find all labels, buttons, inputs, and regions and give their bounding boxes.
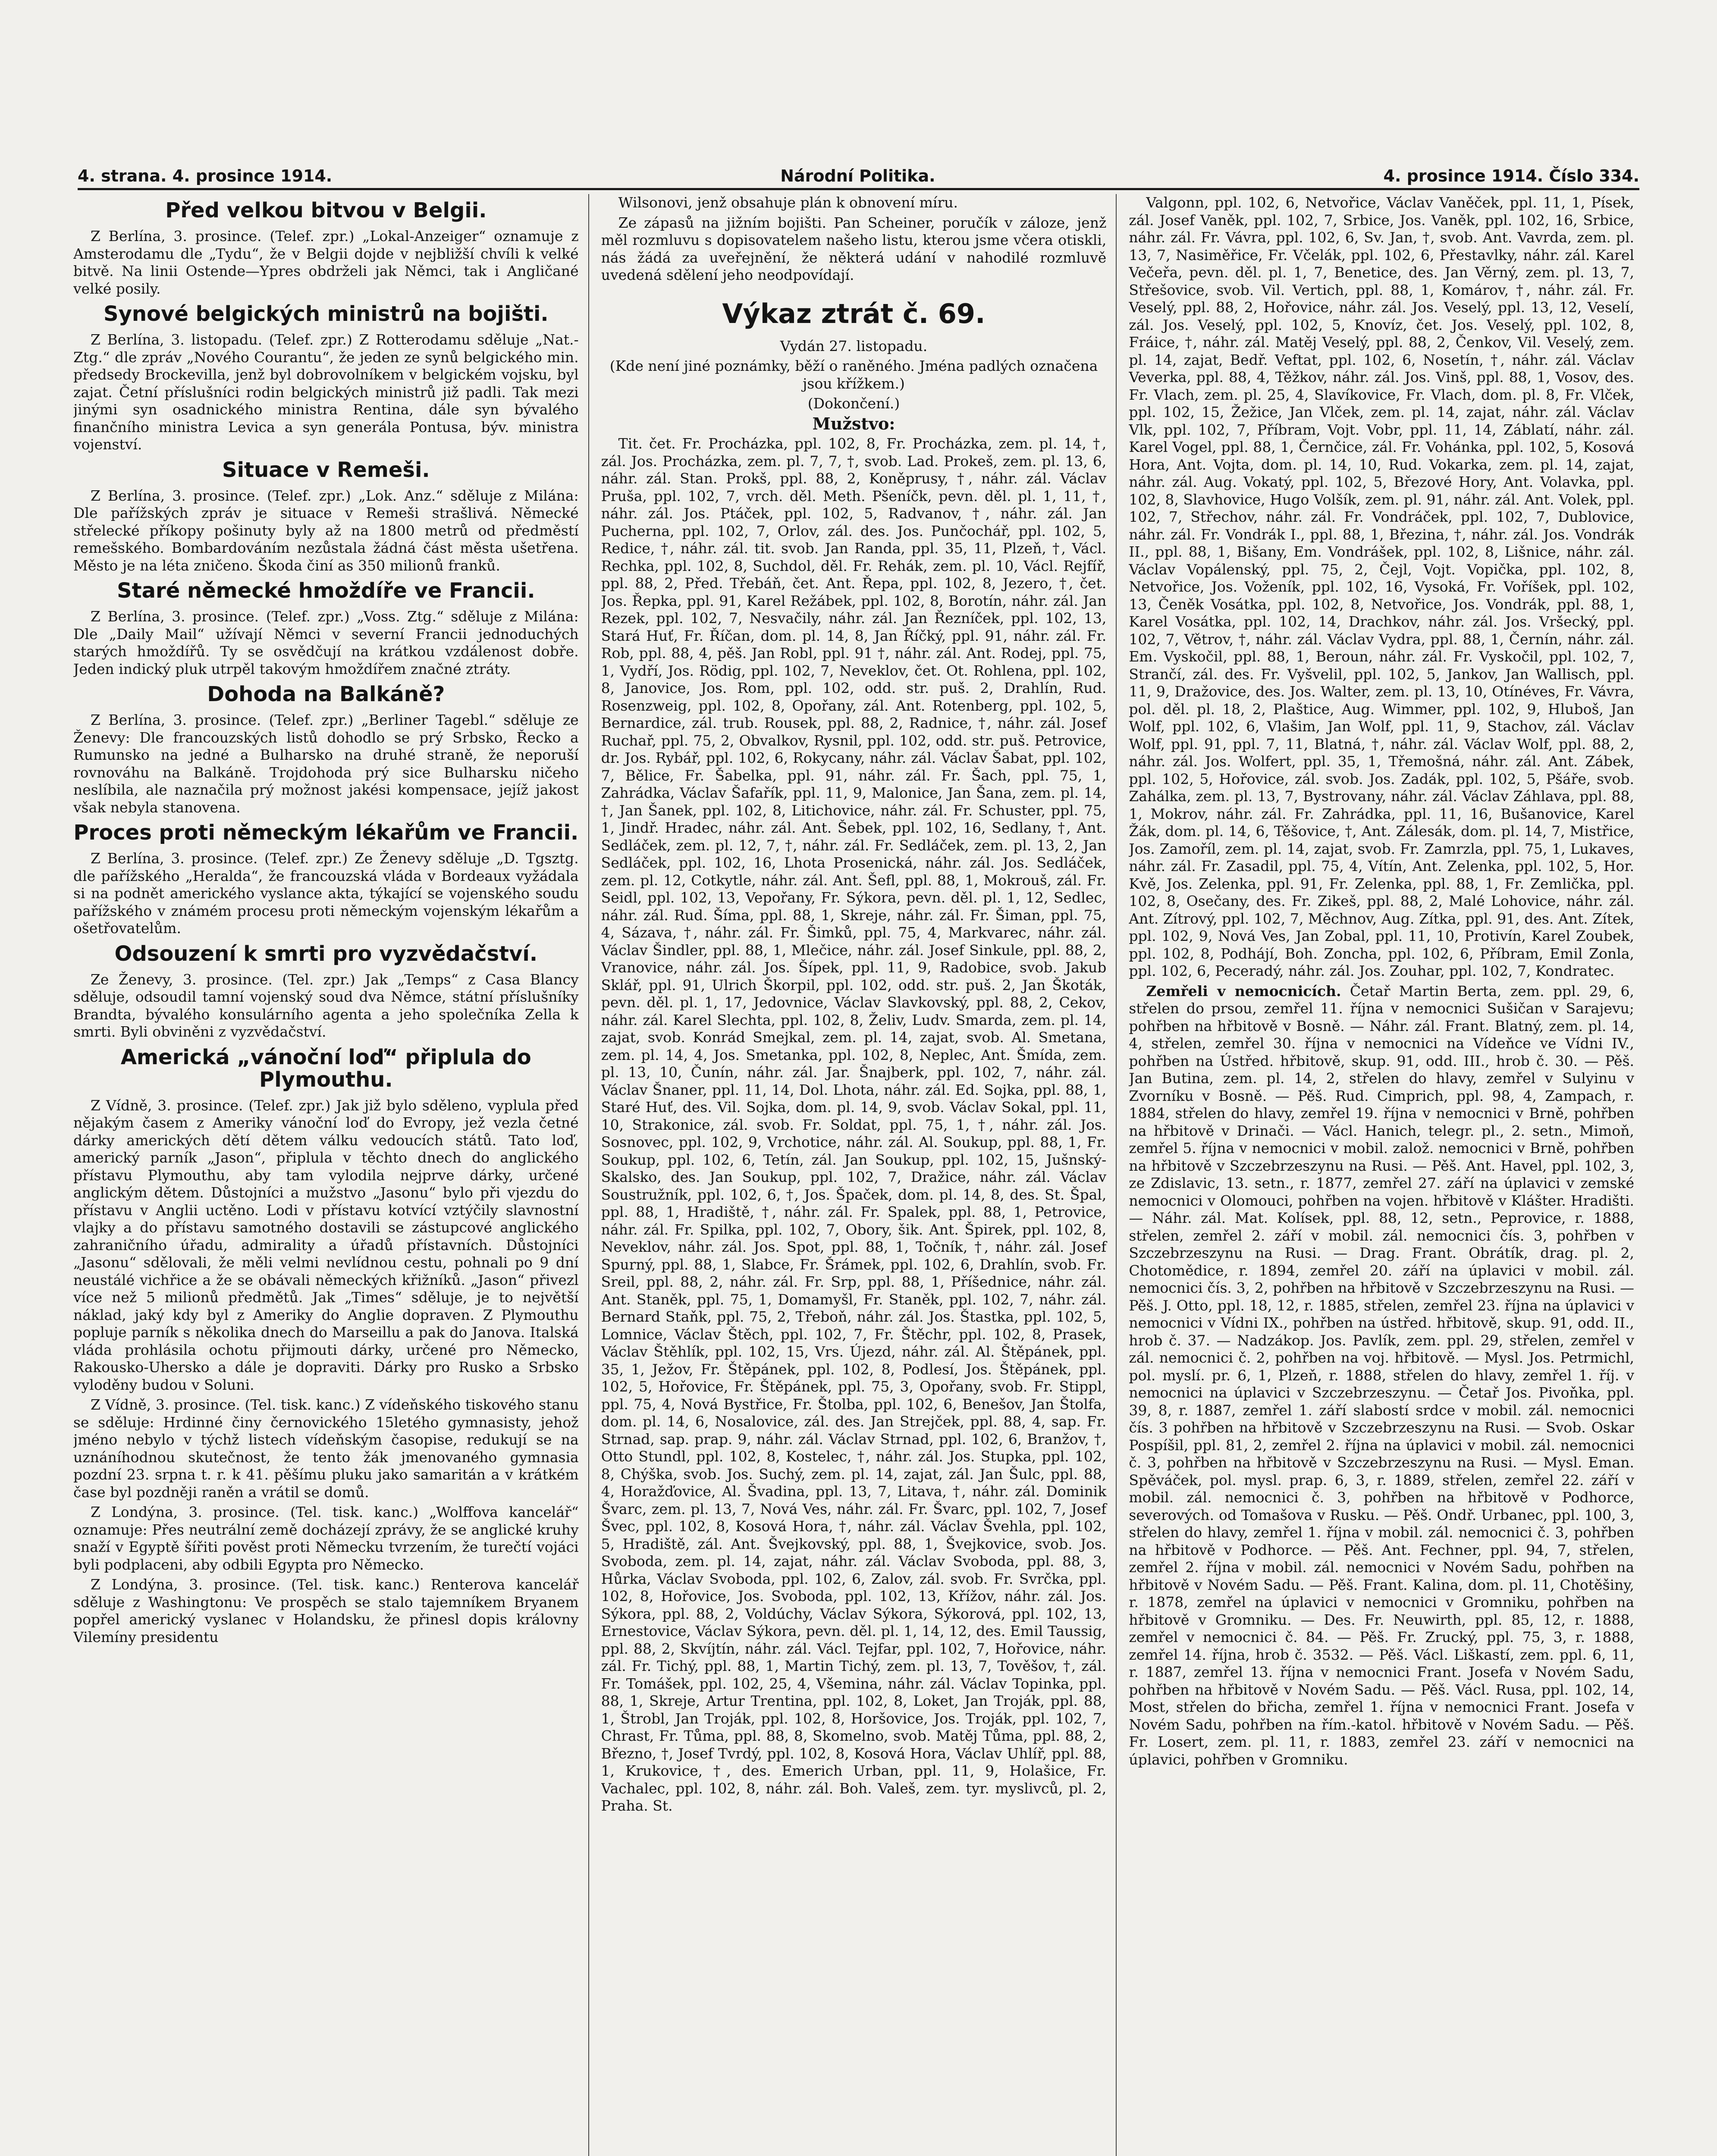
article-wilson: Wilsonovi, jenž obsahuje plán k obnovení míru. (618, 194, 958, 211)
article-columns (73, 194, 1644, 2156)
hospital-deaths-text: Četař Martin Berta, zem. ppl. 29, 6, střelen do prsou, zemřel 11. října v nemocnici Sušičan v Sarajevu; pohřben na hřbitově v Bosně. — Náhr. zál. Frant. Blatný, zem. pl. 14, 4, střelen, zemřel 30. října v nemocnici na Vídeňce ve Vídni IV., pohřben na Ústřed. hřbitově, skup. 91, odd. III., hrob č. 30. — Pěš. Jan Butina, zem. pl. 14, 2, střelen do hlavy, zemřel v Sulyinu v Zvorníku v Bosně. — Pěš. Rud. Cimprich, ppl. 98, 4, Zampach, r. 1884, střelen do hlavy, zemřel 19. října v nemocnici v Brně, pohřben na hřbitově v Drinači. — Václ. Hanich, telegr. pl., 2. setn., Mimoň, zemřel 5. října v nemocnici v mobil. založ. nemocnici v Brně, pohřben na hřbitově v Szczebrzeszynu na Rusi. — Pěš. Ant. Havel, ppl. 102, 3, ze Zdislavic, 13. setn., r. 1877, zemřel 27. září na úplavici v zemské nemocnici v Olomouci, pohřben na vojen. hřbitově v Klášter. Hradišti. — Náhr. zál. Mat. Kolísek, ppl. 88, 12, setn., Peprovice, r. 1888, střelen, zemřel 2. září v mobil. zál. nemocnici čís. 3, pohřben v Szczebrzeszynu na Rusi. — Drag. Frant. Obrátík, drag. pl. 2, Chotomědice, r. 1894, zemřel 20. září na úplavici v mobil. zál. nemocnici čís. 3, 2, pohřben na hřbitově v Szczebrzeszynu na Rusi. — Pěš. J. Otto, ppl. 18, 12, r. 1885, střelen, zemřel 23. října na úplavici v nemocnici v Vídni IX., pohřben na ústřed. hřbitově, skup. 91, odd. II., hrob č. 37. — Nadzákop. Jos. Pavlík, zem. ppl. 29, střelen, zemřel v zál. nemocnici č. 2, pohřben na voj. hřbitově. — Mysl. Jos. Petrmichl, pol. myslí. pr. 6, 1, Plzeň, r. 1888, střelen do hlavy, zemřel 1. říj. v nemocnici na úplavici v Szczebrzeszynu. — Četař Jos. Pivoňka, ppl. 39, 8, r. 1887, zemřel 1. září slabostí srdce v mobil. zál. nemocnici čís. 3 pohřben na hřbitově v Szczebrzeszynu na Rusi. — Svob. Oskar Pospíšil, ppl. 81, 2, zemřel 2. října na úplavici v mobil. zál. nemocnici č. 3, pohřben na hřbitově v Szczebrzeszynu na Rusi. — Mysl. Eman. Spěváček, pol. mysl. prap. 6, 3, r. 1889, střelen, zemřel 22. září v mobil. zál. nemocnici č. 3, pohřben na hřbitově v Podhorce, severových. od Tomašova v Rusku. — Pěš. Ondř. Urbanec, ppl. 100, 3, střelen do hlavy, zemřel 1. října v mobil. zál. nemocnici č. 3, pohřben na hřbitově v Podhorce. — Pěš. Ant. Fechner, ppl. 94, 7, střelen, zemřel 2. října v mobil. zál. nemocnici v Novém Sadu, pohřben na hřbitově v Novém Sadu. — Pěš. Frant. Kalina, dom. pl. 11, Chotěšiny, r. 1878, zemřel na úplavici v nemocnici v Gromniku, pohřben na hřbitově v Gromniku. — Des. Fr. Neuwirth, ppl. 85, 12, r. 1888, zemřel v nemocnici č. 84. — Pěš. Fr. Zrucký, ppl. 75, 3, r. 1888, zemřel 14. října, hrob č. 3532. — Pěš. Václ. Liškastí, zem. ppl. 6, 11, r. 1887, zemřel 13. října v nemocnici Frant. Josefa v Novém Sadu, pohřben na hřbitově v Novém Sadu. — Pěš. Václ. Rusa, ppl. 102, 14, Most, střelen do břicha, zemřel 1. října v nemocnici Frant. Josefa v Novém Sadu, pohřben na řím.-katol. hřbitově v Novém Sadu. — Pěš. Fr. Losert, zem. pl. 11, r. 1883, zemřel 23. září v nemocnici na úplavici, pohřben v Gromniku. (1129, 982, 1635, 1768)
issue-date-number: 4. prosince 1914. Číslo 334. (1383, 166, 1639, 185)
headline-reims: Situace v Remeši. (222, 458, 430, 482)
continued-label: (Dokončení.) (807, 395, 900, 412)
article-balkans: Z Berlína, 3. prosince. (Telef. zpr.) „Berliner Tagebl.“ sděluje ze Ženevy: Dle francouzských listů dohodlo se prý Srbsko, Řecko a Rumunsko na jedné a Bulharsko na druhé straně, že neporuší rovnováhu na Balkáně. Trojdohoda prý sice Bulharsku ničeho neslíbila, ale naznačila prý možnost jakési kompensace, jejíž jakost však nebyla stanovena. (73, 711, 579, 816)
casualty-list-continued: Valgonn, ppl. 102, 6, Netvořice, Václav Vaněček, ppl. 11, 1, Písek, zál. Josef Vaněk, ppl. 102, 7, Srbice, Jos. Vaněk, ppl. 102, 16, Srbice, náhr. zál. Fr. Vávra, ppl. 102, 6, Sv. Jan, †, svob. Ant. Vavrda, zem. pl. 13, 7, Nasiměřice, Fr. Včelák, ppl. 102, 6, Přestavlky, náhr. zál. Karel Večeřa, pevn. děl. pl. 1, 7, Benetice, des. Jan Věrný, zem. pl. 13, 7, Střešovice, svob. Vil. Vertich, ppl. 88, 1, Komárov, †, náhr. zál. Fr. Veselý, ppl. 88, 2, Hořovice, náhr. zál. Jos. Veselý, ppl. 13, 12, Veselí, zál. Jos. Veselý, ppl. 102, 5, Knovíz, čet. Jos. Veselý, ppl. 102, 8, Fráice, †, náhr. zál. Matěj Veselý, ppl. 88, 2, Čenkov, Vil. Veselý, zem. pl. 14, zajat, Bedř. Veftat, ppl. 102, 6, Nosetín, †, náhr. zál. Václav Veverka, ppl. 88, 4, Těžkov, náhr. zál. Jos. Vinš, ppl. 88, 1, Vosov, des. Fr. Vlach, zem. pl. 25, 4, Slavíkovice, Fr. Vlach, dom. pl. 8, Fr. Vlček, ppl. 102, 15, Žežice, Jan Vlček, zem. pl. 14, zajat, náhr. zál. Václav Vlk, ppl. 102, 7, Příbram, Vojt. Vobr, ppl. 11, 14, Záblatí, náhr. zál. Karel Vogel, ppl. 88, 1, Černčice, zál. Fr. Vohánka, ppl. 102, 5, Kosová Hora, Ant. Vojta, dom. pl. 14, 10, Rud. Vokarka, zem. pl. 14, zajat, náhr. zál. Aug. Vokatý, ppl. 102, 5, Březové Hory, Ant. Volavka, ppl. 102, 8, Slavhovice, Hugo Volšík, zem. pl. 91, náhr. zál. Ant. Volek, ppl. 102, 7, Střechov, náhr. zál. Fr. Vondráček, ppl. 102, 7, Dublovice, náhr. zál. Fr. Vondrák I., ppl. 88, 1, Březina, †, náhr. zál. Jos. Vondrák II., ppl. 88, 1, Bišany, Em. Vondrášek, ppl. 102, 8, Lišnice, náhr. zál. Václav Vopálenský, ppl. 75, 2, Čejl, Vojt. Vopička, ppl. 102, 8, Netvořice, Jos. Voženík, ppl. 102, 16, Vysoká, Fr. Voříšek, ppl. 102, 13, Čeněk Vosátka, ppl. 102, 8, Netvořice, Jos. Vondrák, ppl. 88, 1, Karel Vosátka, ppl. 102, 14, Drachkov, náhr. zál. Jos. Vršecký, ppl. 102, 7, Větrov, †, náhr. zál. Václav Vydra, ppl. 88, 1, Černín, náhr. zál. Em. Vyskočil, ppl. 88, 1, Beroun, náhr. zál. Fr. Vyskočil, ppl. 102, 7, Strančí, zál. des. Fr. Vyšvelil, ppl. 102, 5, Jankov, Jan Wallisch, ppl. 11, 9, Dražovice, des. Jos. Walter, zem. pl. 13, 10, Otínéves, Fr. Vávra, pol. děl. pl. 18, 2, Plaštice, Aug. Wimmer, ppl. 102, 9, Hluboš, Jan Wolf, ppl. 102, 6, Vlašim, Jan Wolf, ppl. 11, 9, Stachov, zál. Václav Wolf, ppl. 91, ppl. 7, 11, Blatná, †, náhr. zál. Václav Wolf, ppl. 88, 2, náhr. zál. Jos. Wolfert, ppl. 35, 1, Třemošná, náhr. zál. Ant. Zábek, ppl. 102, 5, Hořovice, zál. svob. Jos. Zadák, ppl. 102, 5, Pšáře, svob. Zahálka, zem. pl. 13, 7, Bystrovany, náhr. zál. Václav Záhlava, ppl. 88, 1, Mokrov, náhr. zál. Fr. Zahrádka, ppl. 11, 16, Bušanovice, Karel Žák, dom. pl. 14, 6, Těšovice, †, Ant. Zálesák, dom. pl. 14, 7, Mistřice, Jos. Zamoříl, zem. pl. 14, zajat, svob. Fr. Zamrzla, ppl. 75, 1, Lukaves, náhr. zál. Fr. Zasadil, ppl. 75, 4, Vítín, Ant. Zelenka, ppl. 102, 5, Hor. Kvě, Jos. Zelenka, ppl. 91, Fr. Zelenka, ppl. 88, 1, Fr. Zemlička, ppl. 102, 8, Osečany, des. Fr. Zikeš, ppl. 88, 2, Malé Lohovice, náhr. zál. Ant. Zítrový, ppl. 102, 7, Měchnov, Aug. Zítka, ppl. 91, des. Ant. Zítek, ppl. 102, 9, Nová Ves, Jan Zobal, ppl. 11, 10, Protivín, Karel Zoubek, ppl. 102, 8, Podhájí, Boh. Zoncha, ppl. 102, 6, Příbram, Emil Zonla, ppl. 102, 6, Peceradý, náhr. zál. Jos. Zouhar, ppl. 102, 7, Kondratec. (1129, 194, 1635, 979)
page-header (78, 160, 1639, 190)
hospital-deaths-heading: Zemřeli v nemocnicích. (1146, 982, 1341, 1000)
headline-belgian-ministers: Synové belgických ministrů na bojišti. (104, 302, 549, 326)
article-egypt: Z Londýna, 3. prosince. (Tel. tisk. kanc.) „Wolffova kancelář“ oznamuje: Přes neutrální země docházejí zprávy, že se anglické kruhy snaží v Egyptě šířiti pověst proti Německu tvrzením, že turečtí vojáci byli podplaceni, aby odbili Egypta pro Německo. (73, 1504, 579, 1573)
hospital-deaths (1129, 983, 1634, 1769)
headline-balkans: Dohoda na Balkáně? (207, 682, 445, 706)
subheading-troops: Mužstvo: (812, 414, 895, 433)
headline-christmas-ship: Americká „vánoční loď“ připlula do Plymouthu. (120, 1045, 531, 1092)
article-doctors-trial: Z Berlína, 3. prosince. (Telef. zpr.) Ze Ženevy sděluje „D. Tgsztg. dle pařížského „Heralda“, že francouzská vláda v Bordeaux vyžádala si na podnět amerického vyslance akta, týkající se vojenského soudu pařížského v známém procesu proti německým vojenským lékařům a ošetřovatelům. (73, 850, 579, 937)
headline-espionage: Odsouzení k smrti pro vyzvědačství. (114, 941, 538, 966)
article-mortars: Z Berlína, 3. prosince. (Telef. zpr.) „Voss. Ztg.“ sděluje z Milána: Dle „Daily Mail“ užívají Němci v severní Francii jednoduchých starých hmoždířů. Ty se osvědčují na krátkou vzdálenost dobře. Jeden indický pluk utrpěl takovým hmoždířem značné ztráty. (73, 608, 579, 677)
column-2 (601, 194, 1117, 2156)
article-southern-front: Ze zápasů na jižním bojišti. Pan Scheiner, poručík v záloze, jenž měl rozmluvu s dopisovatelem našeho listu, kterou jsme včera otiskli, nás žádá za uveřejnění, že některá udání v nahodilé rozmluvě uvedená sdělení jeho neodpovídají. (601, 214, 1107, 283)
article-christmas-ship: Z Vídně, 3. prosince. (Telef. zpr.) Jak již bylo sděleno, vyplula před nějakým časem z Ameriky vánoční loď do Evropy, jež vezla četné dárky amerických dětí dětem válku vedoucích států. Tato loď, americký parník „Jason“, připlula v těchto dnech do anglického přístavu Plymouthu, aby tam vylodila nejprve dárky, určené anglickým dětem. Důstojníci a mužstvo „Jasonu“ bylo při vjezdu do přístavu v Anglii uctěno. Lodi v přístavu kotvící vztýčily slavnostní vlajky a do přístavu samotného dostavili se zástupcové anglického zahraničního úřadu, admirality a úřadů přístavních. Důstojníci „Jasonu“ sdělovali, že měli velmi nevlídnou cestu, pohnali po 9 dní neustálé vichřice a že se obávali německých křižníků. „Jason“ přivezl více než 5 milionů předmětů. Jak „Times“ sděluje, je to největší náklad, jaký kdy byl z Ameriky do Anglie dopraven. Z Plymouthu popluje parník s několika dnech do Marseillu a pak do Janova. Italská vláda prohlásila ochotu přijmouti dárky, určené pro Německo, Rakousko-Uhersko a dále je dopraviti. Dárky pro Rusko a Srbsko vyloděny budou v Soluni. (73, 1097, 579, 1393)
issued-date: Vydán 27. listopadu. (780, 337, 928, 354)
article-student: Z Vídně, 3. prosince. (Tel. tisk. kanc.) Z vídeňského tiskového stanu se sděluje: Hrdinné činy černovického 15letého gymnasisty, jehož jméno nebylo v týchž listech vídeňským časopise, redukují se na uznáníhodnou skutečnost, že tento žák jmenovaného gymnasia pozdní 23. srpna t. r. k 41. pěšímu pluku jako samaritán a v krátkém čase byl pozdněji raněn a vrátil se domů. (73, 1396, 579, 1501)
article-belgian-ministers: Z Berlína, 3. listopadu. (Telef. zpr.) Z Rotterodamu sděluje „Nat.-Ztg.“ dle zpráv „Nového Courantu“, že jeden ze synů belgického min. předsedy Brockevilla, jenž byl dobrovolníkem v belgickém vojsku, byl zajat. Četní příslušníci rodin belgických ministrů již padli. Tak mezi jinými syn osadnického ministra Rentina, dále syn bývalého finančního ministra Levica a syn generála Pontusa, býv. ministra vojenství. (73, 331, 579, 453)
list-note: (Kde není jiné poznámky, běží o raněného. Jména padlých označena jsou křížkem.) (609, 357, 1098, 392)
page-number-date: 4. strana. 4. prosince 1914. (78, 166, 333, 185)
column-3 (1129, 194, 1644, 2156)
article-espionage: Ze Ženevy, 3. prosince. (Tel. zpr.) Jak „Temps“ z Casa Blancy sděluje, odsoudil tamní vojenský soud dva Němce, státní příslušníky Brandta, bývalého konsulárního agenta a jeho společníka Zella k smrti. Byli obviněni z vyzvědačství. (73, 971, 579, 1040)
newspaper-title: Národní Politika. (780, 166, 935, 185)
headline-casualty-list: Výkaz ztrát č. 69. (722, 298, 986, 329)
casualty-list-text: Tit. čet. Fr. Procházka, ppl. 102, 8, Fr. Procházka, zem. pl. 14, †, zál. Jos. Procházka, zem. pl. 7, 7, †, svob. Lad. Prokeš, zem. pl. 13, 6, náhr. zál. Stan. Prokš, ppl. 88, 2, Koněprusy, †, náhr. zál. Václav Pruša, ppl. 102, 7, vrch. děl. Meth. Pšeníčk, pevn. děl. pl. 1, 11, †, náhr. zál. Jos. Ptáček, ppl. 102, 5, Radvanov, †, náhr. zál. Jan Pucherna, ppl. 102, 7, Orlov, zál. des. Jos. Punčochář, ppl. 102, 5, Redice, †, náhr. zál. tit. svob. Jan Randa, ppl. 35, 11, Plzeň, †, Václ. Rechka, ppl. 102, 8, Suchdol, děl. Fr. Rehák, zem. pl. 10, Václ. Rejfíř, ppl. 88, 2, Před. Třebáň, čet. Ant. Řepa, ppl. 102, 8, Jezero, †, čet. Jos. Řepka, ppl. 91, Karel Režábek, ppl. 102, 8, Borotín, náhr. zál. Jan Rezek, ppl. 102, 7, Nesvačily, náhr. zál. Jan Řezníček, ppl. 102, 13, Stará Huť, Fr. Říčan, dom. pl. 14, 8, Jan Říčký, ppl. 91, náhr. zál. Fr. Rob, ppl. 88, 4, pěš. Jan Robl, ppl. 91 †, náhr. zál. Ant. Rodej, ppl. 75, 1, Vydří, Jos. Rödig, ppl. 102, 7, Neveklov, čet. Ot. Rohlena, ppl. 102, 8, Janovice, Jos. Rom, ppl. 102, odd. str. puš. 2, Drahlín, Rud. Rosenzweig, ppl. 102, 8, Opořany, zál. Ant. Rotenberg, ppl. 102, 5, Bernardice, zál. trub. Rousek, ppl. 88, 2, Radnice, †, náhr. zál. Josef Ruchař, ppl. 75, 2, Obvalkov, Rysnil, ppl. 102, odd. str. puš. Petrovice, dr. Jos. Rybář, ppl. 102, 6, Rokycany, náhr. zál. Václav Šabat, ppl. 102, 7, Bělice, Fr. Šabelka, ppl. 91, náhr. zál. Fr. Šach, ppl. 75, 1, Zahrádka, Václav Šafařík, ppl. 11, 9, Malonice, Jan Šana, zem. pl. 14, †, Jan Šanek, ppl. 102, 8, Litichovice, náhr. zál. Fr. Schuster, ppl. 75, 1, Jindř. Hradec, náhr. zál. Ant. Šebek, ppl. 102, 16, Sedlany, †, Ant. Sedláček, zem. pl. 12, 7, †, náhr. zál. Fr. Sedláček, zem. pl. 13, 2, Jan Sedláček, ppl. 102, 16, Lhota Prosenická, náhr. zál. Jos. Sedláček, zem. pl. 12, Cotkytle, náhr. zál. Ant. Šefl, ppl. 88, 1, Mokrouš, zál. Fr. Seidl, ppl. 102, 13, Vepořany, Fr. Sýkora, pevn. děl. pl. 1, 12, Sedlec, náhr. zál. Rud. Šíma, ppl. 88, 1, Skreje, náhr. zál. Fr. Šiman, ppl. 75, 4, Sázava, †, náhr. zál. Fr. Šimků, ppl. 75, 4, Markvarec, náhr. zál. Václav Šindler, ppl. 88, 1, Mlečice, náhr. zál. Josef Sinkule, ppl. 88, 2, Vranovice, náhr. zál. Jos. Šípek, ppl. 11, 9, Radobice, svob. Jakub Sklář, ppl. 91, Ulrich Škorpil, ppl. 102, odd. str. puš. 2, Jan Škoták, pevn. děl. pl. 1, 17, Jedovnice, Václav Slavkovský, ppl. 88, 2, Cekov, náhr. zál. Karel Slechta, ppl. 102, 8, Želiv, Ludv. Smarda, zem. pl. 14, zajat, svob. Konrád Smejkal, zem. pl. 14, zajat, svob. Al. Smetana, zem. pl. 14, 4, Jos. Smetanka, ppl. 102, 8, Neplec, Ant. Šmída, zem. pl. 13, 10, Čunín, náhr. zál. Jar. Šnajberk, ppl. 102, 7, náhr. zál. Václav Šnaner, ppl. 11, 14, Dol. Lhota, náhr. zál. Ed. Sojka, ppl. 88, 1, Staré Huť, des. Vil. Sojka, dom. pl. 14, 9, svob. Václav Sokal, ppl. 11, 10, Strakonice, zál. svob. Fr. Soldat, ppl. 75, 1, †, náhr. zál. Jos. Sosnovec, ppl. 102, 9, Vrchotice, náhr. zál. Al. Soukup, ppl. 88, 1, Fr. Soukup, ppl. 102, 6, Tetín, zál. Jan Soukup, ppl. 102, 15, Jušnský-Skalsko, des. Jan Soukup, ppl. 102, 7, Dražice, náhr. zál. Václav Soustružník, ppl. 102, 6, †, Jos. Špaček, dom. pl. 14, 8, des. St. Špal, ppl. 88, 1, Hradiště, †, náhr. zál. Fr. Spalek, ppl. 88, 1, Petrovice, náhr. zál. Fr. Spilka, ppl. 102, 7, Obory, šik. Ant. Špirek, ppl. 102, 8, Neveklov, náhr. zál. Jos. Spot, ppl. 88, 1, Točník, †, náhr. zál. Josef Spurný, ppl. 88, 1, Slabce, Fr. Šrámek, ppl. 102, 6, Drahlín, svob. Fr. Sreil, ppl. 88, 2, náhr. zál. Fr. Srp, ppl. 88, 1, Příšednice, náhr. zál. Ant. Staněk, ppl. 75, 1, Domamyšl, Fr. Staněk, ppl. 102, 7, náhr. zál. Bernard Staňk, ppl. 75, 2, Třeboň, náhr. zál. Jos. Štastka, ppl. 102, 5, Lomnice, Václav Štěch, ppl. 102, 7, Fr. Štěchr, ppl. 102, 8, Prasek, Václav Štěhlík, ppl. 102, 15, Vrs. Újezd, náhr. zál. Al. Štěpánek, ppl. 35, 1, Ježov, Fr. Štěpánek, ppl. 102, 8, Podlesí, Jos. Štěpánek, ppl. 102, 5, Hořovice, Fr. Štěpánek, ppl. 75, 3, Opořany, svob. Fr. Stippl, ppl. 75, 4, Nová Bystřice, Fr. Štolba, ppl. 102, 6, Benešov, Jan Štolfa, dom. pl. 14, 6, Nosalovice, zál. des. Jan Strejček, ppl. 88, 4, sap. Fr. Strnad, sap. prap. 9, náhr. zál. Václav Strnad, ppl. 102, 6, Branžov, †, Otto Stundl, ppl. 102, 8, Kostelec, †, náhr. zál. Jos. Stupka, ppl. 102, 8, Chýška, svob. Jos. Suchý, zem. pl. 14, zajat, zál. Jan Šulc, ppl. 88, 4, Horažďovice, Al. Švadina, ppl. 13, 7, Litava, †, náhr. zál. Dominik Švarc, zem. pl. 13, 7, Nová Ves, náhr. zál. Fr. Švarc, ppl. 102, 7, Josef Švec, ppl. 102, 8, Kosová Hora, †, náhr. zál. Václav Švehla, ppl. 102, 5, Hradiště, zál. Ant. Švejkovský, ppl. 88, 1, Švejkovice, svob. Jos. Svoboda, zem. pl. 14, zajat, náhr. zál. Václav Svoboda, ppl. 88, 3, Hůrka, Václav Svoboda, ppl. 102, 6, Zalov, zál. svob. Fr. Svrčka, ppl. 102, 8, Hořovice, Jos. Svoboda, ppl. 102, 13, Křížov, náhr. zál. Jos. Sýkora, ppl. 88, 2, Voldúchy, Václav Sýkora, Sýkorová, ppl. 102, 13, Ernestovice, Václav Sýkora, pevn. děl. pl. 1, 14, 12, des. Emil Taussig, ppl. 88, 2, Skvíjtín, náhr. zál. Václ. Tejfar, ppl. 102, 7, Hořovice, náhr. zál. Fr. Tichý, ppl. 88, 1, Martin Tichý, zem. pl. 13, 7, Tověšov, †, zál. Fr. Tomášek, ppl. 102, 25, 4, Všemina, náhr. zál. Václav Topinka, ppl. 88, 1, Skreje, Artur Trentina, ppl. 102, 8, Loket, Jan Troják, ppl. 88, 1, Štrobl, Jan Troják, ppl. 102, 8, Horšovice, Jos. Troják, ppl. 102, 7, Chrast, Fr. Tůma, ppl. 88, 8, Skomelno, svob. Matěj Tůma, ppl. 88, 2, Březno, †, Josef Tvrdý, ppl. 102, 8, Kosová Hora, Václav Uhlíř, ppl. 88, 1, Krukovice, †, des. Emerich Urban, ppl. 11, 9, Holašice, Fr. Vachalec, ppl. 102, 8, náhr. zál. Boh. Valeš, zem. tyr. myslivců, pl. 2, Praha. St. (601, 435, 1107, 1814)
headline-battle-belgium: Před velkou bitvou v Belgii. (165, 198, 487, 222)
headline-doctors-trial: Proces proti německým lékařům ve Francii. (73, 821, 579, 845)
article-washington: Z Londýna, 3. prosince. (Tel. tisk. kanc.) Renterova kancelář sděluje z Washingtonu: Ve prospěch se stalo tajemníkem Bryanem popřel americký vyslanec v Holandsku, že přinesl dopis královny Vilemíny presidentu (73, 1576, 579, 1645)
article-reims: Z Berlína, 3. prosince. (Telef. zpr.) „Lok. Anz.“ sděluje z Milána: Dle pařížských zpráv je situace v Remeši strašlivá. Německé střelecké příkopy pošinuty byly až na 1800 metrů od předměstí remešského. Bombardováním nezůstala žádná část města ušetřena. Město je na léta zničeno. Škoda činí as 350 milionů franků. (73, 487, 579, 574)
column-1 (73, 194, 589, 2156)
article-battle-belgium: Z Berlína, 3. prosince. (Telef. zpr.) „Lokal-Anzeiger“ oznamuje z Amsterodamu dle „Tydu“, že v Belgii dojde v nejbližší chvíli k velké bitvě. Na linii Ostende—Ypres obdrželi jak Němci, tak i Angličané velké posily. (73, 228, 579, 297)
headline-mortars: Staré německé hmoždíře ve Francii. (117, 579, 535, 603)
